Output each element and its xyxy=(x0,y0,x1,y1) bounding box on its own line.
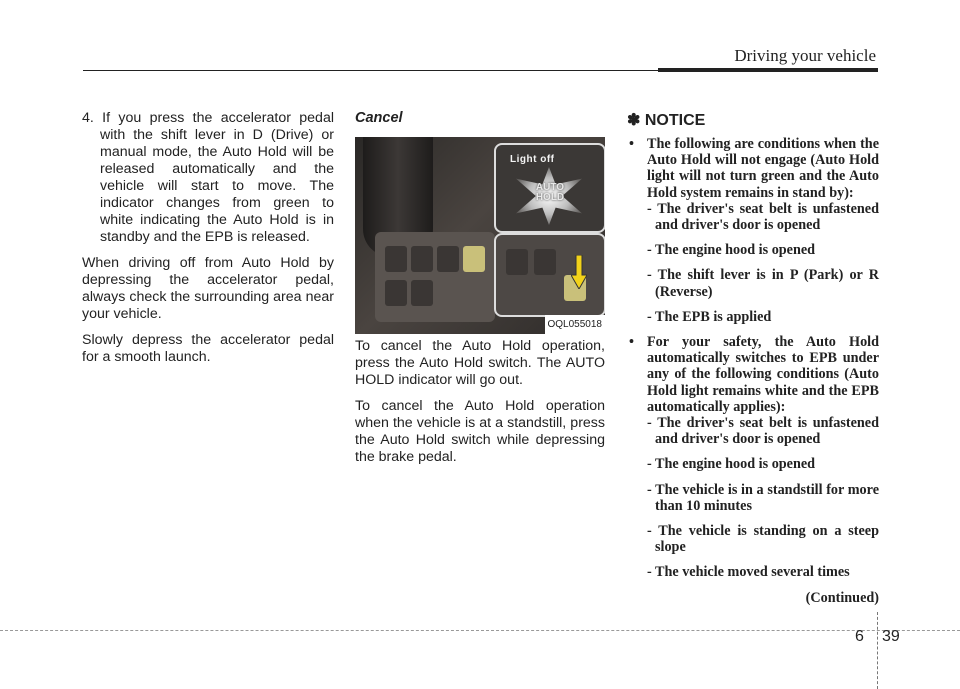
console-switch xyxy=(506,249,528,275)
page-divider xyxy=(877,612,878,689)
auto-hold-indicator-text: AUTO HOLD xyxy=(535,182,565,203)
chapter-number: 6 xyxy=(855,628,864,645)
auto-hold-switch xyxy=(463,246,485,272)
section-title: Driving your vehicle xyxy=(734,46,876,65)
cancel-heading: Cancel xyxy=(355,110,403,126)
console-switch xyxy=(411,280,433,306)
condition-item: - The driver's seat belt is unfastened and driver's door is opened xyxy=(647,415,879,448)
condition-item: - The shift lever is in P (Park) or R (Reverse) xyxy=(647,267,879,300)
notice-title: ✽ NOTICE xyxy=(627,112,706,129)
notice-body xyxy=(627,136,879,606)
column-middle xyxy=(355,110,605,475)
notice-bullet: • The following are conditions when the Auto Hold will not engage (Auto Hold light will not turn green and the Auto Hold system remains in stand by): xyxy=(627,136,879,201)
console-switch xyxy=(411,246,433,272)
footer-rule xyxy=(0,630,960,631)
epb-switch xyxy=(437,246,459,272)
auto-hold-switch-photo xyxy=(355,137,605,334)
condition-item: - The vehicle is standing on a steep slope xyxy=(647,523,879,556)
console-switch xyxy=(385,246,407,272)
condition-item: - The driver's seat belt is unfastened and driver's door is opened xyxy=(647,200,879,234)
console-switch xyxy=(385,280,407,306)
notice-bullet: • For your safety, the Auto Hold automatically switches to EPB under any of the following conditions (Auto Hold light remains white and the EPB automatically applies): xyxy=(627,334,879,415)
condition-item: - The vehicle is in a standstill for more than 10 minutes xyxy=(647,481,879,514)
condition-item: - The engine hood is opened xyxy=(647,242,816,259)
notice-box xyxy=(627,110,879,615)
condition-item: - The vehicle moved several times xyxy=(647,564,850,581)
paragraph: To cancel the Auto Hold operation, press the Auto Hold switch. The AUTO HOLD indicator will go out. xyxy=(355,338,605,388)
paragraph: When driving off from Auto Hold by depressing the accelerator pedal, always check the surrounding area near your vehicle. xyxy=(82,255,334,322)
header-rule-accent xyxy=(658,68,878,72)
light-off-label: Light off xyxy=(510,154,555,165)
step-4-paragraph: 4. If you press the accelerator pedal with the shift lever in D (Drive) or manual mode, the Auto Hold will be released automatically and the vehicle will start to move. The indicator changes from green to white indicating the Auto Hold is in standby and the EPB is released. xyxy=(82,110,334,245)
condition-item: - The EPB is applied xyxy=(647,308,772,325)
image-code: OQL055018 xyxy=(545,315,606,334)
page-number: 39 xyxy=(882,628,900,645)
column-left xyxy=(82,110,334,375)
continued-label: (Continued) xyxy=(805,589,879,606)
indicator-inset xyxy=(494,143,605,233)
paragraph: Slowly depress the accelerator pedal for a smooth launch. xyxy=(82,332,334,365)
down-arrow-icon xyxy=(571,255,587,289)
switch-zoom-inset xyxy=(494,233,605,317)
epb-switch xyxy=(534,249,556,275)
condition-item: - The engine hood is opened xyxy=(647,456,816,473)
center-console-image xyxy=(375,232,495,322)
paragraph: To cancel the Auto Hold operation when the vehicle is at a standstill, press the Auto Hold switch while depressing the brake pedal. xyxy=(355,398,605,465)
